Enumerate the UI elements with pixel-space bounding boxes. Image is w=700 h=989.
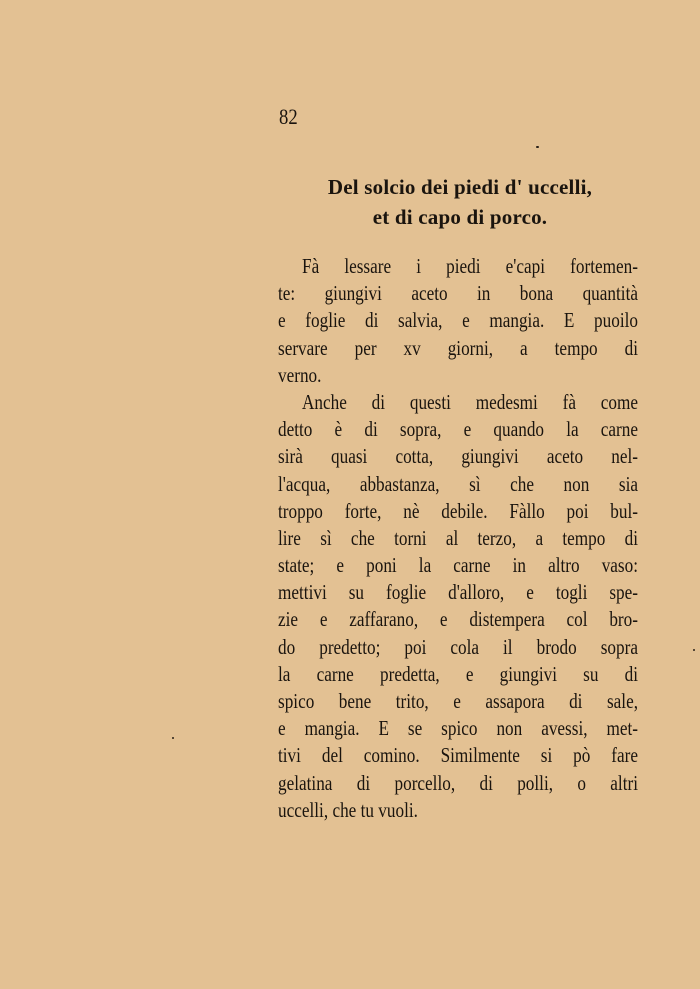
text-line: do predetto; poi cola il brodo sopra xyxy=(278,634,638,659)
text-line: gelatina di porcello, di polli, o altri xyxy=(278,770,638,795)
text-line: Anche di questi medesmi fà come xyxy=(302,389,638,414)
text-line: zie e zaffarano, e distempera col bro- xyxy=(278,607,638,632)
recipe-body xyxy=(278,253,638,824)
text-line: Fà lessare i piedi e'capi fortemen- xyxy=(302,254,638,278)
ink-speck xyxy=(693,649,695,651)
recipe-title xyxy=(260,172,660,232)
text-line: spico bene trito, e assapora di sale, xyxy=(278,689,638,713)
text-line: l'acqua, abbastanza, sì che non sia xyxy=(278,471,638,496)
paragraph-1 xyxy=(278,253,638,389)
text-line: lire sì che torni al terzo, a tempo di xyxy=(278,525,638,550)
text-line: e foglie di salvia, e mangia. E puoilo xyxy=(278,308,638,333)
paragraph-2 xyxy=(278,389,638,824)
page-number: 82 xyxy=(279,104,298,129)
text-line: e mangia. E se spico non avessi, met- xyxy=(278,716,638,741)
text-line: la carne predetta, e giungivi su di xyxy=(278,661,638,686)
text-line: verno. xyxy=(278,362,322,387)
text-line: servare per xv giorni, a tempo di xyxy=(278,335,638,360)
ink-speck xyxy=(536,146,539,148)
text-line: mettivi su foglie d'alloro, e togli spe- xyxy=(278,580,638,605)
text-line: detto è di sopra, e quando la carne xyxy=(278,417,638,442)
text-line: sirà quasi cotta, giungivi aceto nel- xyxy=(278,444,638,469)
ink-speck xyxy=(172,737,174,739)
title-line-1: Del solcio dei piedi d' uccelli, xyxy=(327,175,593,199)
text-line: state; e poni la carne in altro vaso: xyxy=(278,553,638,578)
text-line: te: giungivi aceto in bona quantità xyxy=(278,281,638,306)
text-line: tivi del comino. Similmente si pò fare xyxy=(278,743,638,768)
text-line: troppo forte, nè debile. Fàllo poi bul- xyxy=(278,498,638,523)
text-line: uccelli, che tu vuoli. xyxy=(278,797,418,822)
title-line-2: et di capo di porco. xyxy=(372,205,548,229)
